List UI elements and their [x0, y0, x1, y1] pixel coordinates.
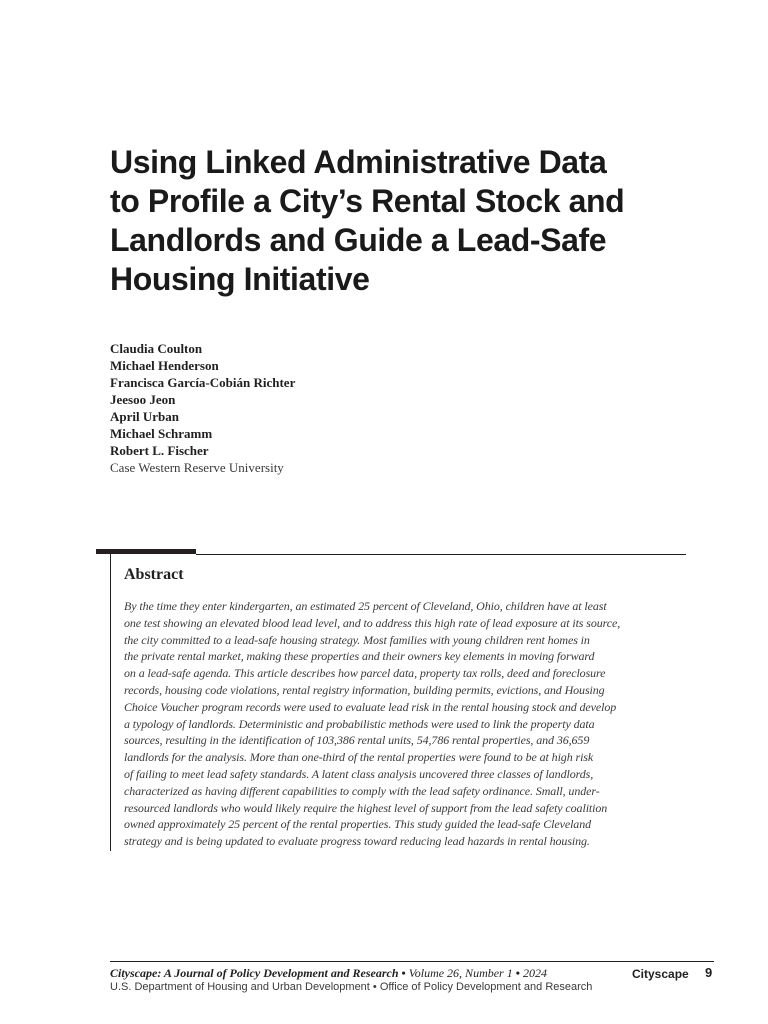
separator-bullet: • — [515, 966, 520, 980]
abstract-line: the city committed to a lead-safe housing strategy. Most families with young children rent homes in — [124, 632, 590, 647]
page-number: 9 — [705, 965, 713, 980]
footer-rule — [110, 961, 714, 962]
article-title — [110, 143, 690, 299]
abstract-line: By the time they enter kindergarten, an estimated 25 percent of Cleveland, Ohio, children have at least — [124, 599, 607, 613]
author-affiliation: Case Western Reserve University — [110, 460, 284, 475]
abstract-line: Choice Voucher program records were used to evaluate lead risk in the rental housing stock and develop — [124, 699, 617, 714]
separator-bullet: • — [401, 966, 406, 980]
journal-name: Cityscape: A Journal of Policy Development and Research — [110, 966, 399, 980]
abstract-line: owned approximately 25 percent of the rental properties. This study guided the lead-safe Cleveland — [124, 817, 592, 832]
abstract-line: strategy and is being updated to evaluate progress toward reducing lead hazards in rental housing. — [124, 834, 590, 849]
journal-volume: Volume 26, Number 1 — [408, 966, 513, 980]
abstract-heading: Abstract — [124, 566, 184, 583]
abstract-top-rule — [196, 554, 686, 555]
footer-brand: Cityscape — [632, 967, 689, 981]
author-name: Michael Schramm — [110, 426, 213, 441]
abstract-left-rule — [110, 554, 111, 851]
abstract-body — [124, 598, 684, 850]
abstract-top-rule-thick — [96, 549, 196, 554]
author-name: Claudia Coulton — [110, 341, 203, 356]
abstract-line: of failing to meet lead safety standards. A latent class analysis uncovered three classes of landlords, — [124, 766, 594, 781]
author-name: Michael Henderson — [110, 358, 219, 373]
abstract-line: one test showing an elevated blood lead level, and to address this high rate of lead exposure at its source, — [124, 615, 621, 630]
title-line: Housing Initiative — [110, 261, 370, 297]
author-name: Francisca García-Cobián Richter — [110, 375, 296, 390]
abstract-line: landlords for the analysis. More than one-third of the rental properties were found to be at high risk — [124, 750, 594, 765]
title-line: to Profile a City’s Rental Stock and — [110, 183, 625, 219]
title-line: Landlords and Guide a Lead-Safe — [110, 222, 607, 258]
author-name: April Urban — [110, 409, 179, 424]
journal-year: 2024 — [522, 966, 547, 980]
author-name: Robert L. Fischer — [110, 443, 209, 458]
abstract-line: a typology of landlords. Deterministic and probabilistic methods were used to link the property data — [124, 716, 595, 731]
abstract-line: on a lead-safe agenda. This article describes how parcel data, property tax rolls, deed and foreclosure — [124, 666, 606, 681]
abstract-line: records, housing code violations, rental registry information, building permits, evictions, and Housing — [124, 682, 605, 697]
footer-journal-citation — [110, 965, 547, 981]
footer-publisher: U.S. Department of Housing and Urban Development • Office of Policy Development and Research — [110, 981, 593, 993]
abstract-line: resourced landlords who would likely require the highest level of support from the lead safety coalition — [124, 800, 608, 815]
abstract-line: characterized as having different capabilities to comply with the lead safety ordinance. Small, under- — [124, 783, 600, 798]
abstract-line: sources, resulting in the identification of 103,386 rental units, 54,786 rental properties, and 36,659 — [124, 733, 590, 748]
title-line: Using Linked Administrative Data — [110, 144, 607, 180]
abstract-line: the private rental market, making these properties and their owners key elements in moving forward — [124, 649, 595, 664]
author-name: Jeesoo Jeon — [110, 392, 176, 407]
author-list — [110, 340, 295, 459]
